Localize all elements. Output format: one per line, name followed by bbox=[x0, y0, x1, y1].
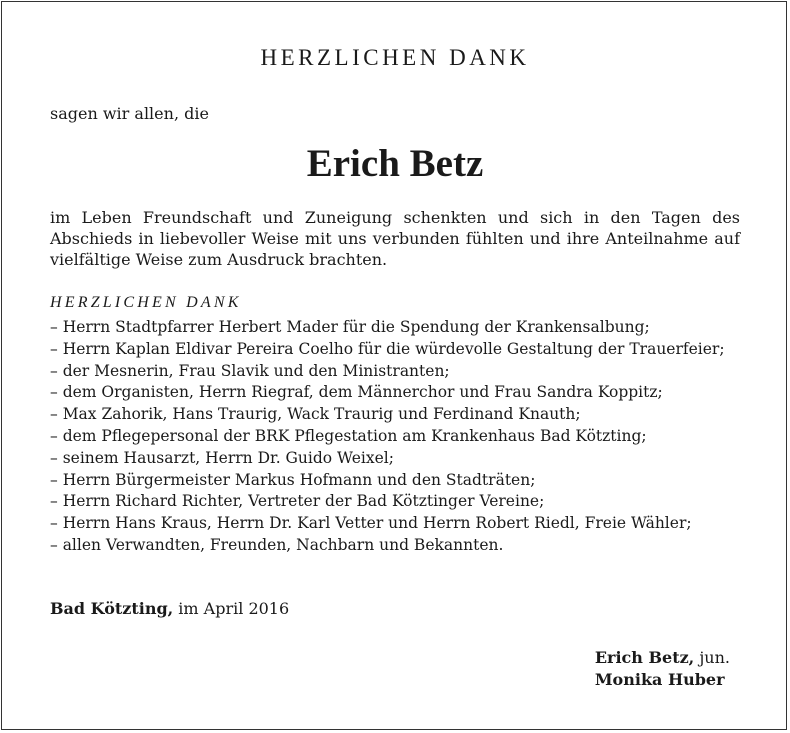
intro-text: sagen wir allen, die bbox=[50, 104, 209, 123]
thanks-list bbox=[50, 317, 740, 557]
signature-line bbox=[595, 647, 730, 669]
notice-heading: HERZLICHEN DANK bbox=[260, 45, 530, 70]
thanks-item: – Herrn Stadtpfarrer Herbert Mader für die Spendung der Krankensalbung; bbox=[50, 317, 740, 339]
signer-name: Erich Betz, bbox=[594, 648, 695, 667]
thanks-subheading: HERZLICHEN DANK bbox=[50, 294, 242, 311]
thanks-item: – Herrn Hans Kraus, Herrn Dr. Karl Vetter und Herrn Robert Riedl, Freie Wähler; bbox=[50, 513, 740, 535]
thanks-item: – dem Pflegepersonal der BRK Pflegestation am Krankenhaus Bad Kötzting; bbox=[50, 426, 740, 448]
place-name: Bad Kötzting, bbox=[50, 599, 174, 618]
signer-suffix: jun. bbox=[694, 648, 730, 667]
thanks-item: – Herrn Kaplan Eldivar Pereira Coelho für die würdevolle Gestaltung der Trauerfeier; bbox=[50, 339, 740, 361]
thanks-item: – allen Verwandten, Freunden, Nachbarn und Bekannten. bbox=[50, 535, 740, 557]
thanks-item: – Herrn Bürgermeister Markus Hofmann und den Stadträten; bbox=[50, 470, 740, 492]
thanks-item: – Max Zahorik, Hans Traurig, Wack Traurig und Ferdinand Knauth; bbox=[50, 404, 740, 426]
place-date-line bbox=[50, 598, 289, 620]
body-text: im Leben Freundschaft und Zuneigung schenkten und sich in den Tagen des Abschieds in liebevoller Weise mit uns verbunden fühlten und ihre Anteilnahme auf vielfältige Weise zum Ausdruck brachten. bbox=[50, 208, 740, 269]
signature-line bbox=[595, 669, 730, 691]
thanks-item: – der Mesnerin, Frau Slavik und den Ministranten; bbox=[50, 361, 740, 383]
date-text: im April 2016 bbox=[173, 599, 290, 618]
signer-name: Monika Huber bbox=[594, 670, 725, 689]
thanks-item: – Herrn Richard Richter, Vertreter der Bad Kötztinger Vereine; bbox=[50, 491, 740, 513]
thanks-item: – seinem Hausarzt, Herrn Dr. Guido Weixel; bbox=[50, 448, 740, 470]
signature-block bbox=[595, 647, 730, 691]
deceased-name: Erich Betz bbox=[306, 142, 484, 185]
thanks-item: – dem Organisten, Herrn Riegraf, dem Männerchor und Frau Sandra Koppitz; bbox=[50, 382, 740, 404]
